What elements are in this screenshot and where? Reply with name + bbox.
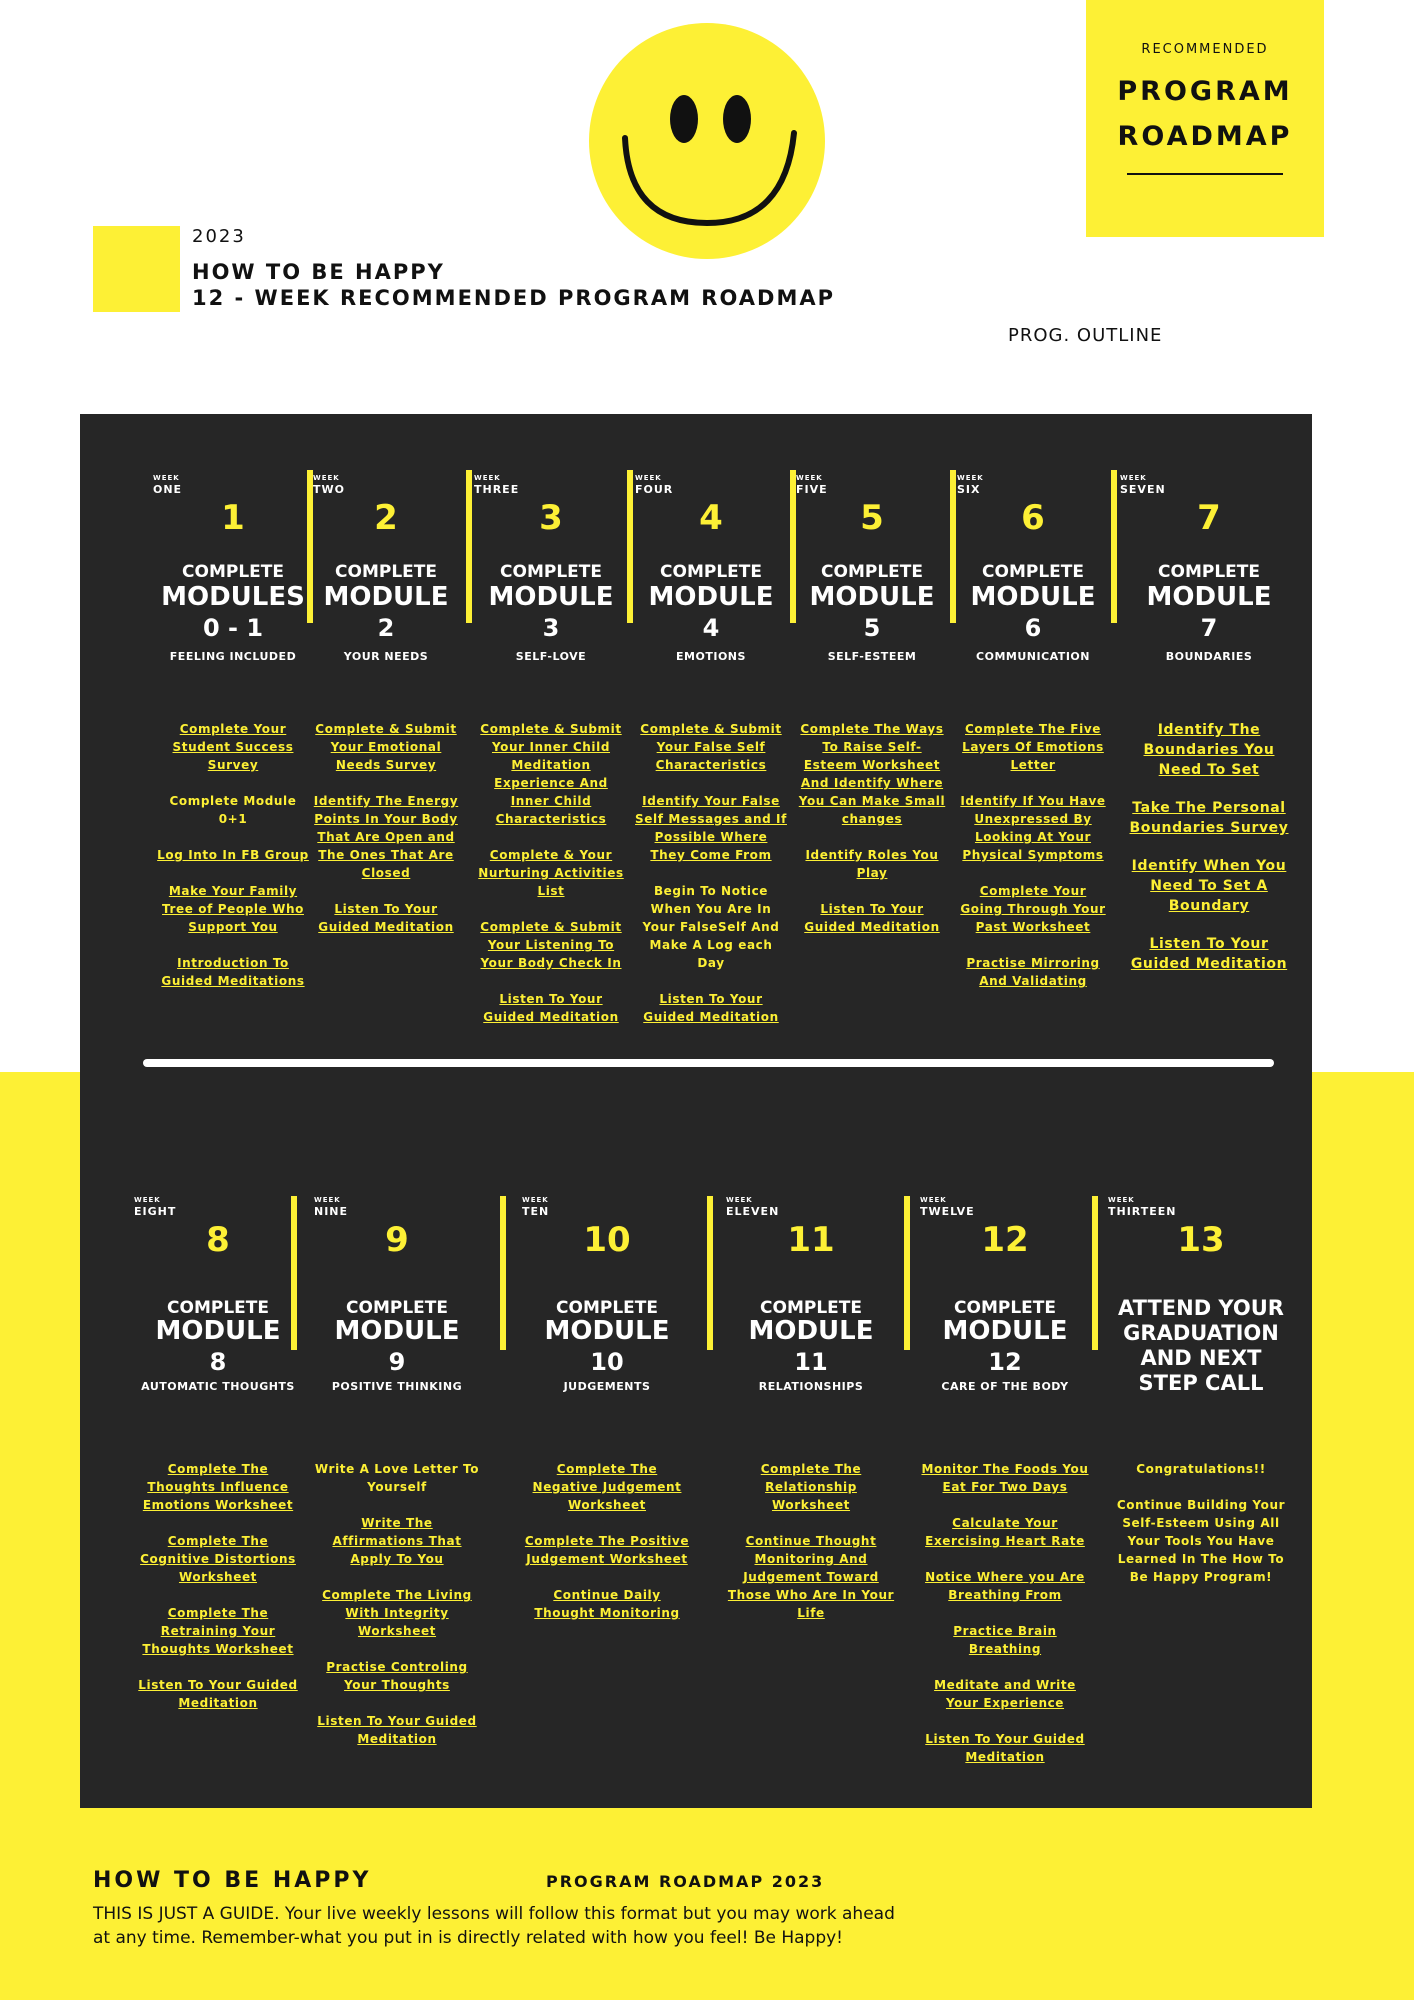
module-complete-label: COMPLETE bbox=[821, 562, 923, 582]
task-item[interactable]: Complete & Submit Your Inner Child Meditation Experience And Inner Child Characteristics bbox=[480, 722, 622, 826]
module-number: 7 bbox=[1200, 614, 1218, 642]
module-complete-label: COMPLETE bbox=[182, 562, 284, 582]
week-name: ONE bbox=[153, 483, 183, 496]
module-topic: JUDGEMENTS bbox=[563, 1380, 651, 1393]
task-item[interactable]: Listen To Your Guided Meditation bbox=[804, 902, 940, 934]
module-number: 3 bbox=[542, 614, 560, 642]
prog-outline-label: PROG. OUTLINE bbox=[1008, 325, 1163, 346]
task-item[interactable]: Complete & Your Nurturing Activities List bbox=[478, 848, 624, 898]
week-name: THIRTEEN bbox=[1108, 1205, 1177, 1218]
task-item[interactable]: Complete The Thoughts Influence Emotions Worksheet bbox=[142, 1462, 294, 1512]
week-prefix: WEEK bbox=[134, 1196, 161, 1204]
graduation-heading: ATTEND YOUR GRADUATION AND NEXT STEP CALL bbox=[1118, 1296, 1284, 1395]
badge-title-line2: ROADMAP bbox=[1117, 121, 1293, 152]
module-number: 11 bbox=[794, 1348, 828, 1376]
week-separator-bar bbox=[1092, 1196, 1098, 1350]
module-label: MODULE bbox=[942, 1316, 1068, 1346]
task-list bbox=[522, 1460, 692, 1640]
task-item[interactable]: Complete The Positive Judgement Worksheet bbox=[524, 1534, 690, 1566]
week-column bbox=[153, 470, 313, 1050]
module-complete-label: COMPLETE bbox=[660, 562, 762, 582]
task-item[interactable]: Listen To Your Guided Meditation bbox=[317, 1714, 477, 1746]
task-item[interactable]: Complete The Five Layers Of Emotions Letter bbox=[962, 722, 1104, 772]
footer-subtitle: PROGRAM ROADMAP 2023 bbox=[546, 1872, 825, 1891]
module-label: MODULE bbox=[648, 582, 774, 612]
week-number: 11 bbox=[787, 1220, 835, 1260]
module-label: MODULES bbox=[161, 582, 305, 612]
footer-title: HOW TO BE HAPPY bbox=[93, 1868, 372, 1893]
week-prefix: WEEK bbox=[314, 1196, 341, 1204]
module-topic: POSITIVE THINKING bbox=[331, 1380, 463, 1393]
module-label: MODULE bbox=[970, 582, 1096, 612]
module-complete-label: COMPLETE bbox=[335, 562, 437, 582]
module-complete-label: COMPLETE bbox=[556, 1298, 658, 1318]
module-label: MODULE bbox=[1146, 582, 1272, 612]
task-item[interactable]: Identify When You Need To Set A Boundary bbox=[1131, 858, 1287, 914]
week-prefix: WEEK bbox=[920, 1196, 947, 1204]
task-item[interactable]: Complete The Retraining Your Thoughts Worksheet bbox=[142, 1606, 294, 1656]
task-item[interactable]: Continue Daily Thought Monitoring bbox=[534, 1588, 680, 1620]
task-list bbox=[153, 720, 313, 1008]
module-topic: EMOTIONS bbox=[676, 650, 746, 663]
task-item[interactable]: Calculate Your Exercising Heart Rate bbox=[925, 1516, 1085, 1548]
smiley-face-icon bbox=[589, 23, 825, 259]
task-item[interactable]: Listen To Your Guided Meditation bbox=[643, 992, 779, 1024]
week-column bbox=[134, 1192, 302, 1792]
module-label: MODULE bbox=[748, 1316, 874, 1346]
task-item: Congratulations!! bbox=[1136, 1462, 1266, 1476]
week-number: 7 bbox=[1197, 498, 1221, 538]
week-separator-bar bbox=[904, 1196, 910, 1350]
module-topic: YOUR NEEDS bbox=[343, 650, 429, 663]
task-item[interactable]: Complete The Cognitive Distortions Worksheet bbox=[140, 1534, 296, 1584]
week-separator-bar bbox=[1111, 470, 1117, 623]
task-item[interactable]: Meditate and Write Your Experience bbox=[934, 1678, 1076, 1710]
module-complete-label: COMPLETE bbox=[346, 1298, 448, 1318]
module-complete-label: COMPLETE bbox=[167, 1298, 269, 1318]
task-item[interactable]: Listen To Your Guided Meditation bbox=[318, 902, 454, 934]
week-name: SIX bbox=[957, 483, 981, 496]
module-complete-label: COMPLETE bbox=[760, 1298, 862, 1318]
week-prefix: WEEK bbox=[957, 474, 984, 482]
week-prefix: WEEK bbox=[796, 474, 823, 482]
week-number: 5 bbox=[860, 498, 884, 538]
week-prefix: WEEK bbox=[313, 474, 340, 482]
week-column bbox=[957, 470, 1109, 1050]
week-column bbox=[796, 470, 948, 1050]
task-list bbox=[1120, 720, 1298, 992]
badge-title-line1: PROGRAM bbox=[1117, 76, 1293, 107]
task-item[interactable]: Monitor The Foods You Eat For Two Days bbox=[921, 1462, 1089, 1494]
task-item: Write A Love Letter To Yourself bbox=[314, 1462, 480, 1494]
week-name: SEVEN bbox=[1120, 483, 1166, 496]
footer-text: THIS IS JUST A GUIDE. Your live weekly lessons will follow this format but you may work ahead at any time. Remember-what you put in is directly related with how you feel! Be Happy! bbox=[93, 1904, 895, 1948]
task-item[interactable]: Listen To Your Guided Meditation bbox=[1130, 936, 1288, 972]
module-complete-label: COMPLETE bbox=[954, 1298, 1056, 1318]
module-number: 10 bbox=[590, 1348, 624, 1376]
week-name: EIGHT bbox=[134, 1205, 177, 1218]
week-prefix: WEEK bbox=[1108, 1196, 1135, 1204]
module-topic: BOUNDARIES bbox=[1165, 650, 1253, 663]
task-item[interactable]: Introduction To Guided Meditations bbox=[161, 956, 305, 988]
week-prefix: WEEK bbox=[635, 474, 662, 482]
task-item[interactable]: Complete & Submit Your Emotional Needs Survey bbox=[315, 722, 457, 772]
task-item[interactable]: Practice Brain Breathing bbox=[953, 1624, 1057, 1656]
week-column bbox=[726, 1192, 896, 1792]
module-number: 4 bbox=[702, 614, 720, 642]
week-number: 8 bbox=[206, 1220, 230, 1260]
week-number: 9 bbox=[385, 1220, 409, 1260]
week-separator-bar bbox=[500, 1196, 506, 1350]
module-label: MODULE bbox=[323, 582, 449, 612]
task-item[interactable]: Complete & Submit Your Listening To Your Body Check In bbox=[480, 920, 622, 970]
task-item[interactable]: Complete & Submit Your False Self Characteristics bbox=[640, 722, 782, 772]
badge-title bbox=[1086, 69, 1324, 159]
week-number: 1 bbox=[221, 498, 245, 538]
task-item[interactable]: Listen To Your Guided Meditation bbox=[483, 992, 619, 1024]
week-column bbox=[635, 470, 787, 1050]
module-topic: RELATIONSHIPS bbox=[758, 1380, 864, 1393]
module-number: 9 bbox=[388, 1348, 406, 1376]
task-item[interactable]: Take The Personal Boundaries Survey bbox=[1129, 800, 1289, 836]
task-item[interactable]: Continue Thought Monitoring And Judgement Toward Those Who Are In Your Life bbox=[727, 1534, 895, 1620]
task-item[interactable]: Listen To Your Guided Meditation bbox=[925, 1732, 1085, 1764]
week-separator-bar bbox=[466, 470, 472, 623]
task-list bbox=[796, 720, 948, 954]
task-item[interactable]: Listen To Your Guided Meditation bbox=[138, 1678, 298, 1710]
task-item[interactable]: Complete The Negative Judgement Worksheet bbox=[532, 1462, 682, 1512]
module-label: MODULE bbox=[334, 1316, 460, 1346]
badge-small-label: RECOMMENDED bbox=[1141, 42, 1269, 57]
task-list bbox=[1108, 1460, 1294, 1604]
task-item[interactable]: Identify If You Have Unexpressed By Looking At Your Physical Symptoms bbox=[960, 794, 1106, 862]
week-column bbox=[314, 1192, 480, 1792]
task-item[interactable]: Notice Where you Are Breathing From bbox=[925, 1570, 1085, 1602]
module-topic: FEELING INCLUDED bbox=[169, 650, 297, 663]
week-number: 12 bbox=[981, 1220, 1029, 1260]
task-list bbox=[313, 720, 459, 954]
badge-rule bbox=[1127, 173, 1283, 175]
task-list bbox=[134, 1460, 302, 1730]
task-list bbox=[474, 720, 628, 1044]
task-list bbox=[726, 1460, 896, 1640]
task-item[interactable]: Log Into In FB Group bbox=[157, 848, 309, 862]
week-number: 13 bbox=[1177, 1220, 1225, 1260]
row-divider bbox=[143, 1059, 1274, 1067]
week-name: TEN bbox=[522, 1205, 550, 1218]
module-number: 5 bbox=[863, 614, 881, 642]
module-number: 0 - 1 bbox=[202, 614, 264, 642]
module-label: MODULE bbox=[809, 582, 935, 612]
task-item[interactable]: Write The Affirmations That Apply To You bbox=[332, 1516, 462, 1566]
week-separator-bar bbox=[627, 470, 633, 623]
week-separator-bar bbox=[707, 1196, 713, 1350]
week-number: 2 bbox=[374, 498, 398, 538]
task-item: Complete Module 0+1 bbox=[169, 794, 297, 826]
week-separator-bar bbox=[291, 1196, 297, 1350]
week-number: 3 bbox=[539, 498, 563, 538]
task-list bbox=[957, 720, 1109, 1008]
week-name: THREE bbox=[474, 483, 520, 496]
week-prefix: WEEK bbox=[1120, 474, 1147, 482]
week-name: TWELVE bbox=[920, 1205, 975, 1218]
task-list bbox=[920, 1460, 1090, 1784]
module-complete-label: COMPLETE bbox=[1158, 562, 1260, 582]
module-topic: SELF-LOVE bbox=[515, 650, 587, 663]
year-label: 2023 bbox=[192, 226, 246, 247]
title-square-accent bbox=[93, 226, 180, 312]
week-name: NINE bbox=[314, 1205, 349, 1218]
task-item[interactable]: Make Your Family Tree of People Who Support You bbox=[162, 884, 304, 934]
task-item[interactable]: Practise Mirroring And Validating bbox=[966, 956, 1100, 988]
week-column bbox=[1120, 470, 1298, 1050]
week-name: TWO bbox=[313, 483, 345, 496]
module-number: 12 bbox=[988, 1348, 1022, 1376]
module-topic: CARE OF THE BODY bbox=[941, 1380, 1069, 1393]
task-item[interactable]: Practise Controling Your Thoughts bbox=[326, 1660, 468, 1692]
module-topic: COMMUNICATION bbox=[976, 650, 1090, 663]
week-number: 6 bbox=[1021, 498, 1045, 538]
week-name: FOUR bbox=[635, 483, 674, 496]
week-separator-bar bbox=[950, 470, 956, 623]
module-number: 2 bbox=[377, 614, 395, 642]
week-column bbox=[313, 470, 459, 1050]
task-item[interactable]: Identify Your False Self Messages and If Possible Where They Come From bbox=[635, 794, 787, 862]
week-column bbox=[522, 1192, 692, 1792]
week-prefix: WEEK bbox=[474, 474, 501, 482]
week-prefix: WEEK bbox=[153, 474, 180, 482]
week-number: 4 bbox=[699, 498, 723, 538]
task-item[interactable]: Complete Your Going Through Your Past Worksheet bbox=[960, 884, 1106, 934]
module-number: 8 bbox=[209, 1348, 227, 1376]
task-list bbox=[314, 1460, 480, 1766]
module-label: MODULE bbox=[488, 582, 614, 612]
task-list bbox=[635, 720, 787, 1044]
module-topic: AUTOMATIC THOUGHTS bbox=[141, 1380, 295, 1393]
week-name: ELEVEN bbox=[726, 1205, 780, 1218]
task-item[interactable]: Identify Roles You Play bbox=[805, 848, 939, 880]
week-name: FIVE bbox=[796, 483, 828, 496]
task-item[interactable]: Identify The Energy Points In Your Body That Are Open and The Ones That Are Closed bbox=[313, 794, 459, 880]
module-label: MODULE bbox=[544, 1316, 670, 1346]
module-complete-label: COMPLETE bbox=[500, 562, 602, 582]
task-item[interactable]: Complete Your Student Success Survey bbox=[172, 722, 294, 772]
roadmap-badge bbox=[1086, 0, 1324, 237]
task-item[interactable]: Complete The Ways To Raise Self-Esteem Worksheet And Identify Where You Can Make Small changes bbox=[798, 722, 946, 826]
week-column bbox=[1108, 1192, 1294, 1792]
module-number: 6 bbox=[1024, 614, 1042, 642]
module-topic: SELF-ESTEEM bbox=[827, 650, 917, 663]
task-item: Begin To Notice When You Are In Your FalseSelf And Make A Log each Day bbox=[642, 884, 780, 970]
task-item[interactable]: Complete The Living With Integrity Worksheet bbox=[322, 1588, 472, 1638]
page-title: HOW TO BE HAPPY bbox=[192, 260, 445, 284]
week-column bbox=[474, 470, 628, 1050]
week-prefix: WEEK bbox=[726, 1196, 753, 1204]
page-subtitle: 12 - WEEK RECOMMENDED PROGRAM ROADMAP bbox=[192, 286, 835, 310]
week-number: 10 bbox=[583, 1220, 631, 1260]
task-item: Continue Building Your Self-Esteem Using All Your Tools You Have Learned In The How To Be Happy Program! bbox=[1116, 1498, 1286, 1584]
task-item[interactable]: Complete The Relationship Worksheet bbox=[760, 1462, 862, 1512]
module-complete-label: COMPLETE bbox=[982, 562, 1084, 582]
module-label: MODULE bbox=[155, 1316, 281, 1346]
task-item[interactable]: Identify The Boundaries You Need To Set bbox=[1143, 722, 1275, 778]
week-prefix: WEEK bbox=[522, 1196, 549, 1204]
week-column bbox=[920, 1192, 1090, 1792]
